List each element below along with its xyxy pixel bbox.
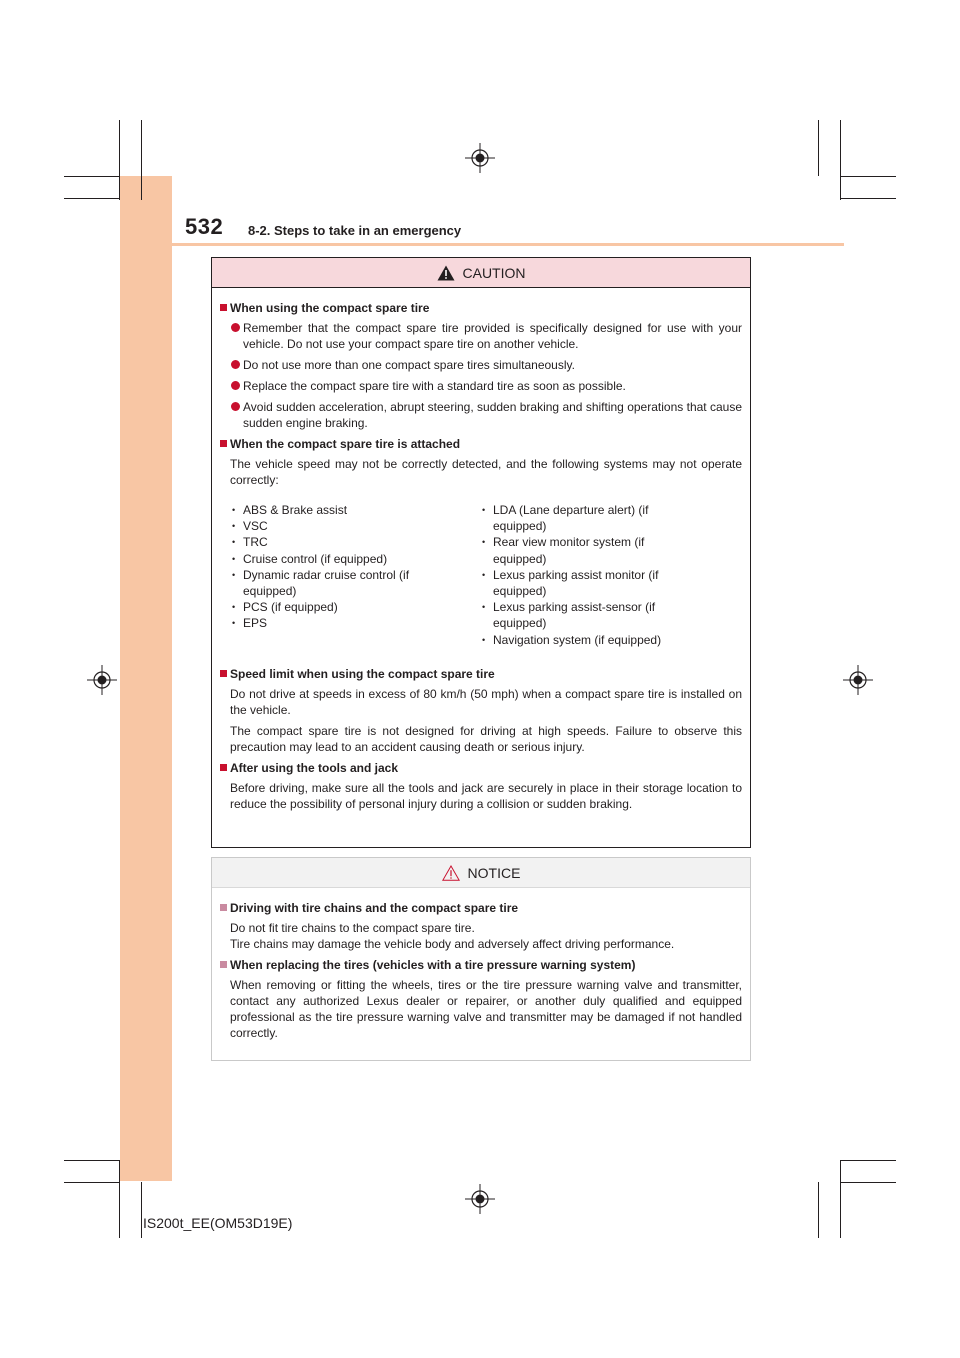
registration-mark-icon	[843, 665, 873, 695]
round-bullet-icon	[231, 323, 240, 332]
square-bullet-icon	[220, 961, 227, 968]
notice-paragraph: Do not fit tire chains to the compact spare tire.	[230, 921, 475, 935]
crop-mark	[119, 120, 120, 200]
caution-bullet: Avoid sudden acceleration, abrupt steering, sudden braking and shifting operations that cause sudden engine braking.	[220, 399, 742, 431]
crop-mark	[119, 1160, 120, 1238]
registration-mark-icon	[465, 1184, 495, 1214]
caution-paragraph: Do not drive at speeds in excess of 80 km/h (50 mph) when a compact spare tire is installed on the vehicle.	[230, 686, 742, 717]
list-item: • EPS	[230, 615, 480, 631]
crop-mark	[64, 1160, 120, 1161]
list-item: • TRC	[230, 534, 480, 550]
crop-mark	[818, 1182, 819, 1238]
notice-title: NOTICE	[467, 864, 521, 881]
registration-mark-icon	[87, 665, 117, 695]
list-item: • Navigation system (if equipped)	[480, 632, 730, 648]
caution-heading: When the compact spare tire is attached	[220, 436, 742, 452]
caution-box	[211, 257, 751, 848]
round-bullet-icon	[231, 402, 240, 411]
caution-bullet: Do not use more than one compact spare tires simultaneously.	[220, 357, 742, 373]
notice-triangle-icon	[442, 865, 460, 881]
caution-bullet: Remember that the compact spare tire provided is specifically designed for use with your vehicle. Do not use your compact spare tire on another vehicle.	[220, 320, 742, 352]
side-tab-band	[120, 176, 172, 1181]
square-bullet-icon	[220, 670, 227, 677]
list-item: • ABS & Brake assist	[230, 502, 480, 518]
header-rule	[172, 243, 844, 246]
notice-heading: When replacing the tires (vehicles with a tire pressure warning system)	[220, 957, 742, 973]
crop-mark	[840, 1182, 896, 1183]
caution-paragraph: The vehicle speed may not be correctly detected, and the following systems may not operate correctly:	[230, 457, 742, 487]
crop-mark	[840, 176, 896, 177]
crop-mark	[64, 176, 120, 177]
crop-mark	[818, 120, 819, 176]
notice-paragraph: When removing or fitting the wheels, tires or the tire pressure warning valve and transmitter, contact any authorized Lexus dealer or repairer, or another duly qualified and equipped professional as the tire pressure warning valve and transmitter may be damaged if not handled correctly.	[230, 978, 742, 1040]
page-number: 532	[185, 214, 224, 239]
caution-heading: When using the compact spare tire	[220, 300, 742, 316]
crop-mark	[840, 1160, 896, 1161]
crop-mark	[840, 1160, 841, 1238]
square-bullet-icon	[220, 304, 227, 311]
systems-column-left	[230, 502, 480, 648]
notice-paragraph: Tire chains may damage the vehicle body and adversely affect driving performance.	[230, 937, 675, 951]
caution-bullet: Replace the compact spare tire with a standard tire as soon as possible.	[220, 378, 742, 394]
section-title: 8-2. Steps to take in an emergency	[248, 223, 462, 238]
affected-systems-list	[220, 502, 742, 648]
list-item: • VSC	[230, 518, 480, 534]
caution-body	[212, 288, 750, 812]
square-bullet-icon	[220, 440, 227, 447]
round-bullet-icon	[231, 360, 240, 369]
notice-box	[211, 857, 751, 1061]
caution-heading: After using the tools and jack	[220, 760, 742, 776]
list-item: • Lexus parking assist monitor (if equipped)	[480, 567, 670, 599]
list-item: • Dynamic radar cruise control (if equipped)	[230, 567, 410, 599]
round-bullet-icon	[231, 381, 240, 390]
crop-mark	[840, 198, 896, 199]
square-bullet-icon	[220, 904, 227, 911]
crop-mark	[64, 198, 120, 199]
caution-paragraph: Before driving, make sure all the tools and jack are securely in place in their storage location to reduce the possibility of personal injury during a collision or sudden braking.	[230, 780, 742, 811]
notice-body	[212, 888, 750, 1041]
warning-triangle-icon	[437, 265, 455, 281]
registration-mark-icon	[465, 143, 495, 173]
crop-mark	[141, 1182, 142, 1238]
list-item: • Lexus parking assist-sensor (if equipped)	[480, 599, 660, 631]
notice-heading: Driving with tire chains and the compact spare tire	[220, 900, 742, 916]
crop-mark	[840, 120, 841, 200]
notice-header	[212, 858, 750, 888]
caution-header	[212, 258, 750, 288]
list-item: • Rear view monitor system (if equipped)	[480, 534, 650, 566]
list-item: • LDA (Lane departure alert) (if equipped)	[480, 502, 660, 534]
caution-paragraph: The compact spare tire is not designed for driving at high speeds. Failure to observe this precaution may lead to an accident causing death or serious injury.	[230, 723, 742, 754]
systems-column-right	[480, 502, 730, 648]
caution-title: CAUTION	[462, 264, 526, 281]
list-item: • Cruise control (if equipped)	[230, 551, 480, 567]
caution-heading: Speed limit when using the compact spare tire	[220, 666, 742, 682]
crop-mark	[64, 1182, 120, 1183]
square-bullet-icon	[220, 764, 227, 771]
crop-mark	[141, 120, 142, 200]
list-item: • PCS (if equipped)	[230, 599, 480, 615]
document-code: IS200t_EE(OM53D19E)	[143, 1215, 293, 1231]
